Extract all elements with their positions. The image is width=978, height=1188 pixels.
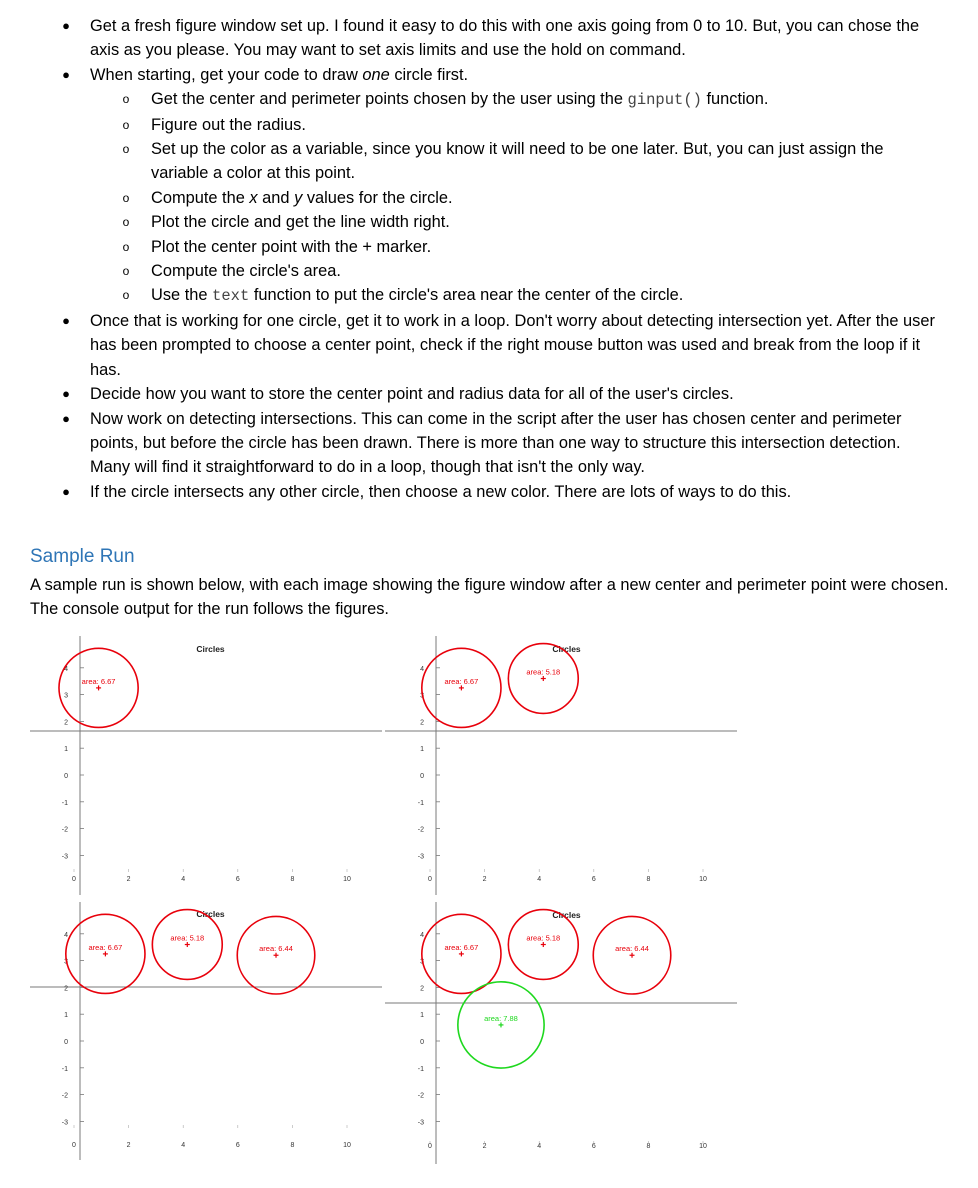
area-label: area: 5.18: [526, 933, 561, 943]
x-tick-label: 10: [699, 876, 707, 883]
y-tick-label: 3: [420, 692, 424, 700]
list-item-text: Decide how you want to store the center point and radius data for all of the user's circles.: [90, 385, 734, 404]
list-item-text: Now work on detecting intersections. This can come in the script after the user has chosen center and perimeter points, but before the circle has been drawn. There is more than one way to structure this intersection detection. Many will find it straightforward to do in a loop, though that isn't the only way.: [90, 409, 902, 477]
list-item-text: Use the: [151, 286, 213, 305]
bullet-glyph: ●: [62, 66, 70, 82]
x-tick-label: 8: [290, 876, 295, 883]
y-tick-label: 3: [420, 958, 424, 966]
y-tick-label: 4: [420, 931, 424, 939]
list-item-text: Compute the circle's area.: [151, 262, 341, 281]
y-tick-label: 2: [420, 985, 424, 993]
y-tick-label: 3: [64, 692, 68, 700]
bullet-glyph: ●: [62, 386, 70, 402]
y-tick-label: -2: [417, 826, 424, 834]
y-tick-label: 0: [64, 1039, 68, 1046]
list-item-text: and: [257, 188, 295, 207]
area-label: area: 6.67: [444, 942, 479, 952]
y-tick-label: 1: [64, 746, 68, 754]
sub-bullet-glyph: o: [122, 117, 130, 132]
y-tick-label: -3: [61, 1119, 68, 1127]
x-tick-label: 6: [591, 1143, 596, 1150]
area-label: area: 6.67: [81, 676, 116, 686]
chart-title: Circles: [552, 910, 581, 920]
x-tick-label: 8: [290, 1142, 295, 1149]
code-span: ginput(): [627, 91, 702, 110]
y-tick-label: -3: [417, 853, 424, 861]
chart-title: Circles: [196, 644, 225, 654]
emphasis: one: [362, 65, 390, 84]
sub-bullet-glyph: o: [122, 92, 130, 107]
section-intro: A sample run is shown below, with each image showing the figure window after a new center and perimeter point were chosen. The console output for the run follows the figures.: [30, 576, 949, 619]
y-tick-label: 1: [420, 746, 424, 754]
list-item-text: Once that is working for one circle, get it to work in a loop. Don't worry about detecting intersection yet. After the user has been prompted to choose a center point, check if the right mouse button was used and break from the loop if it has.: [90, 311, 935, 379]
code-span: text: [212, 287, 250, 306]
x-tick-label: 6: [235, 1142, 240, 1149]
y-tick-label: -1: [417, 799, 424, 807]
list-item-text: Get a fresh figure window set up. I found it easy to do this with one axis going from 0 to 10. But, you can chose the axis as you please. You may want to set axis limits and use the hold on command.: [90, 17, 920, 60]
y-tick-label: 1: [420, 1012, 424, 1020]
list-item-text: Compute the: [151, 188, 250, 207]
x-tick-label: 8: [646, 1143, 651, 1150]
x-tick-label: 4: [181, 876, 186, 883]
y-tick-label: -2: [61, 1092, 68, 1100]
y-tick-label: 2: [420, 719, 424, 727]
sub-bullet-glyph: o: [122, 142, 130, 157]
y-tick-label: 4: [64, 665, 68, 673]
x-tick-label: 10: [343, 876, 351, 883]
x-tick-label: 4: [537, 1143, 542, 1150]
y-tick-label: 0: [64, 773, 68, 780]
list-item-text: Figure out the radius.: [151, 115, 306, 134]
list-item-text: When starting, get your code to draw: [90, 65, 363, 84]
list-item-text: values for the circle.: [302, 188, 453, 207]
section-heading: Sample Run: [30, 546, 135, 567]
sub-bullet-glyph: o: [122, 288, 130, 303]
y-tick-label: -2: [61, 826, 68, 834]
chart-title: Circles: [196, 909, 225, 919]
emphasis: x: [249, 188, 258, 207]
sub-bullet-glyph: o: [122, 215, 130, 230]
x-tick-label: 10: [699, 1143, 707, 1150]
x-tick-label: 2: [126, 876, 131, 883]
area-label: area: 5.18: [526, 667, 561, 677]
x-tick-label: 4: [181, 1142, 186, 1149]
x-tick-label: 0: [72, 876, 76, 883]
y-tick-label: 3: [64, 958, 68, 966]
chart-title: Circles: [552, 644, 581, 654]
sub-bullet-glyph: o: [122, 190, 130, 205]
sub-bullet-glyph: o: [122, 264, 130, 279]
x-tick-label: 6: [235, 876, 240, 883]
x-tick-label: 0: [72, 1142, 76, 1149]
list-item-text: Plot the center point with the + marker.: [151, 237, 432, 256]
emphasis: y: [294, 188, 303, 207]
bullet-glyph: ●: [62, 483, 70, 499]
x-tick-label: 2: [126, 1142, 131, 1149]
y-tick-label: 1: [64, 1012, 68, 1020]
x-tick-label: 0: [428, 1143, 432, 1150]
area-label: area: 6.67: [88, 942, 123, 952]
area-label: area: 5.18: [170, 933, 205, 943]
x-tick-label: 0: [428, 876, 432, 883]
list-item-text: Get the center and perimeter points chosen by the user using the: [151, 90, 628, 109]
x-tick-label: 4: [537, 876, 542, 883]
y-tick-label: 2: [64, 719, 68, 727]
x-tick-label: 6: [591, 876, 596, 883]
list-item-text: function.: [701, 90, 769, 109]
x-tick-label: 2: [482, 1143, 487, 1150]
y-tick-label: 4: [420, 665, 424, 673]
y-tick-label: 0: [420, 773, 424, 780]
list-item-text: If the circle intersects any other circle, then choose a new color. There are lots of ways to do this.: [90, 482, 792, 501]
y-tick-label: 2: [64, 985, 68, 993]
y-tick-label: -3: [61, 853, 68, 861]
area-label: area: 6.44: [615, 944, 649, 954]
y-tick-label: -2: [417, 1092, 424, 1100]
area-label: area: 7.88: [484, 1013, 518, 1023]
y-tick-label: -1: [417, 1065, 424, 1073]
y-tick-label: 0: [420, 1039, 424, 1046]
y-tick-label: 4: [64, 931, 68, 939]
area-label: area: 6.67: [444, 676, 479, 686]
bullet-glyph: ●: [62, 410, 70, 426]
list-item-text: Plot the circle and get the line width right.: [151, 213, 450, 232]
y-tick-label: -1: [61, 1065, 68, 1073]
x-tick-label: 8: [646, 876, 651, 883]
area-label: area: 6.44: [259, 944, 293, 954]
list-item-text: Set up the color as a variable, since you know it will need to be one later. But, you can just assign the variable a color at this point.: [151, 140, 884, 183]
y-tick-label: -1: [61, 799, 68, 807]
list-item-text: circle first.: [389, 65, 469, 84]
list-item-text: function to put the circle's area near the center of the circle.: [249, 286, 684, 305]
sub-bullet-glyph: o: [122, 239, 130, 254]
y-tick-label: -3: [417, 1119, 424, 1127]
x-tick-label: 10: [343, 1142, 351, 1149]
bullet-glyph: ●: [62, 18, 70, 33]
x-tick-label: 2: [482, 876, 487, 883]
bullet-glyph: ●: [62, 312, 70, 328]
